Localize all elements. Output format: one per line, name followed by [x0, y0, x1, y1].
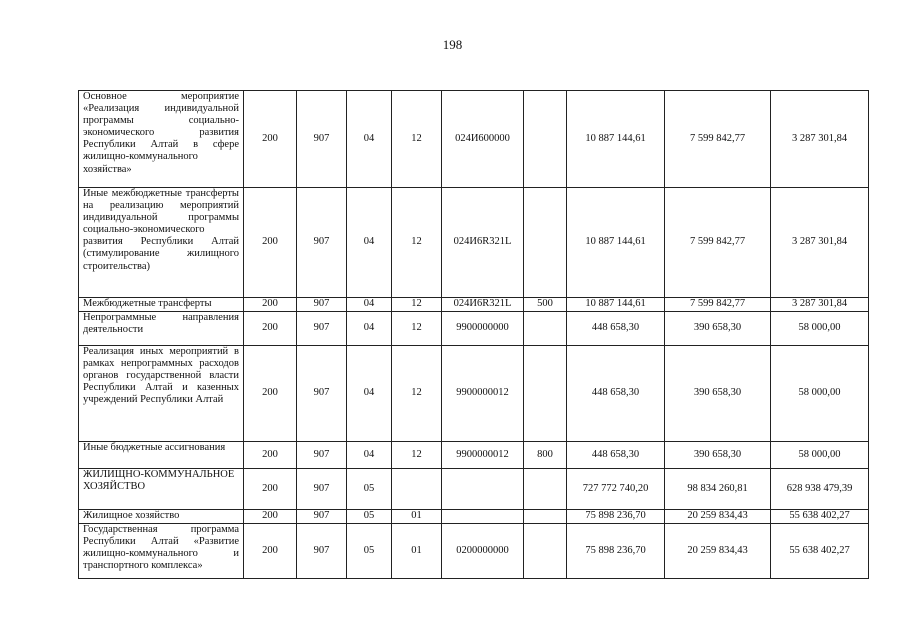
cell-code-2: 907	[297, 298, 347, 312]
cell-section: 04	[347, 188, 392, 298]
cell-amount-2: 390 658,30	[665, 346, 771, 442]
cell-section: 04	[347, 346, 392, 442]
cell-amount-1: 10 887 144,61	[567, 91, 665, 188]
cell-amount-3: 58 000,00	[771, 442, 869, 469]
cell-amount-3: 3 287 301,84	[771, 298, 869, 312]
table-row	[79, 524, 869, 579]
cell-code-1: 200	[244, 188, 297, 298]
table-row	[79, 312, 869, 346]
row-name: Иные бюджетные ассигнования	[79, 442, 244, 469]
cell-amount-3: 58 000,00	[771, 312, 869, 346]
cell-target-article: 9900000000	[442, 312, 524, 346]
cell-subsection: 12	[392, 298, 442, 312]
row-name: ЖИЛИЩНО-КОММУНАЛЬНОЕ ХОЗЯЙСТВО	[79, 469, 244, 510]
cell-amount-3: 3 287 301,84	[771, 188, 869, 298]
cell-amount-1: 448 658,30	[567, 312, 665, 346]
cell-code-1: 200	[244, 298, 297, 312]
row-name: Реализация иных мероприятий в рамках непрограммных расходов органов государственной власти Республики Алтай и казенных учреждений Республики Алтай	[79, 346, 244, 442]
cell-target-article: 0200000000	[442, 524, 524, 579]
table-row	[79, 510, 869, 524]
cell-amount-1: 75 898 236,70	[567, 524, 665, 579]
cell-code-1: 200	[244, 442, 297, 469]
page-number: 198	[442, 37, 463, 52]
cell-target-article: 024И6R321L	[442, 188, 524, 298]
cell-amount-2: 390 658,30	[665, 442, 771, 469]
cell-amount-2: 7 599 842,77	[665, 298, 771, 312]
table-row	[79, 91, 869, 188]
cell-section: 04	[347, 298, 392, 312]
cell-amount-3: 55 638 402,27	[771, 524, 869, 579]
cell-target-article: 024И6R321L	[442, 298, 524, 312]
cell-target-article: 9900000012	[442, 346, 524, 442]
cell-subsection: 12	[392, 442, 442, 469]
cell-code-2: 907	[297, 469, 347, 510]
table-row	[79, 469, 869, 510]
cell-section: 05	[347, 469, 392, 510]
cell-target-article	[442, 469, 524, 510]
cell-code-1: 200	[244, 524, 297, 579]
cell-expense-type	[524, 91, 567, 188]
budget-table-body	[79, 91, 869, 579]
table-row	[79, 298, 869, 312]
cell-code-2: 907	[297, 346, 347, 442]
cell-amount-1: 10 887 144,61	[567, 188, 665, 298]
cell-code-1: 200	[244, 469, 297, 510]
row-name: Иные межбюджетные трансферты на реализацию мероприятий индивидуальной программы социально-экономического развития Республики Алтай (стимулирование жилищного строительства)	[79, 188, 244, 298]
row-name: Непрограммные направления деятельности	[79, 312, 244, 346]
cell-amount-2: 20 259 834,43	[665, 524, 771, 579]
cell-amount-3: 58 000,00	[771, 346, 869, 442]
cell-target-article: 024И600000	[442, 91, 524, 188]
cell-code-2: 907	[297, 91, 347, 188]
row-name: Государственная программа Республики Алтай «Развитие жилищно-коммунального и транспортного комплекса»	[79, 524, 244, 579]
cell-code-1: 200	[244, 91, 297, 188]
cell-expense-type	[524, 510, 567, 524]
cell-amount-1: 448 658,30	[567, 346, 665, 442]
cell-section: 05	[347, 510, 392, 524]
cell-code-1: 200	[244, 312, 297, 346]
cell-target-article	[442, 510, 524, 524]
cell-amount-1: 448 658,30	[567, 442, 665, 469]
cell-subsection: 12	[392, 312, 442, 346]
cell-subsection: 12	[392, 346, 442, 442]
cell-amount-2: 7 599 842,77	[665, 91, 771, 188]
cell-target-article: 9900000012	[442, 442, 524, 469]
cell-code-2: 907	[297, 312, 347, 346]
cell-amount-3: 3 287 301,84	[771, 91, 869, 188]
cell-section: 04	[347, 312, 392, 346]
cell-amount-2: 390 658,30	[665, 312, 771, 346]
cell-code-1: 200	[244, 510, 297, 524]
cell-code-2: 907	[297, 442, 347, 469]
cell-expense-type	[524, 469, 567, 510]
cell-amount-3: 628 938 479,39	[771, 469, 869, 510]
cell-code-1: 200	[244, 346, 297, 442]
cell-subsection: 12	[392, 91, 442, 188]
cell-expense-type	[524, 524, 567, 579]
row-name: Основное мероприятие «Реализация индивидуальной программы социально-экономического развития Республики Алтай в сфере жилищно-коммунального хозяйства»	[79, 91, 244, 188]
table-row	[79, 188, 869, 298]
cell-section: 05	[347, 524, 392, 579]
budget-table	[78, 90, 869, 579]
cell-subsection: 01	[392, 524, 442, 579]
cell-expense-type: 800	[524, 442, 567, 469]
cell-amount-1: 75 898 236,70	[567, 510, 665, 524]
table-row	[79, 442, 869, 469]
cell-subsection: 01	[392, 510, 442, 524]
row-name: Жилищное хозяйство	[79, 510, 244, 524]
cell-expense-type	[524, 188, 567, 298]
cell-expense-type	[524, 312, 567, 346]
cell-expense-type: 500	[524, 298, 567, 312]
cell-amount-2: 98 834 260,81	[665, 469, 771, 510]
cell-amount-1: 727 772 740,20	[567, 469, 665, 510]
cell-section: 04	[347, 442, 392, 469]
cell-subsection	[392, 469, 442, 510]
cell-amount-1: 10 887 144,61	[567, 298, 665, 312]
cell-amount-3: 55 638 402,27	[771, 510, 869, 524]
table-row	[79, 346, 869, 442]
cell-expense-type	[524, 346, 567, 442]
cell-amount-2: 7 599 842,77	[665, 188, 771, 298]
cell-code-2: 907	[297, 510, 347, 524]
cell-subsection: 12	[392, 188, 442, 298]
row-name: Межбюджетные трансферты	[79, 298, 244, 312]
cell-code-2: 907	[297, 188, 347, 298]
cell-section: 04	[347, 91, 392, 188]
cell-code-2: 907	[297, 524, 347, 579]
cell-amount-2: 20 259 834,43	[665, 510, 771, 524]
